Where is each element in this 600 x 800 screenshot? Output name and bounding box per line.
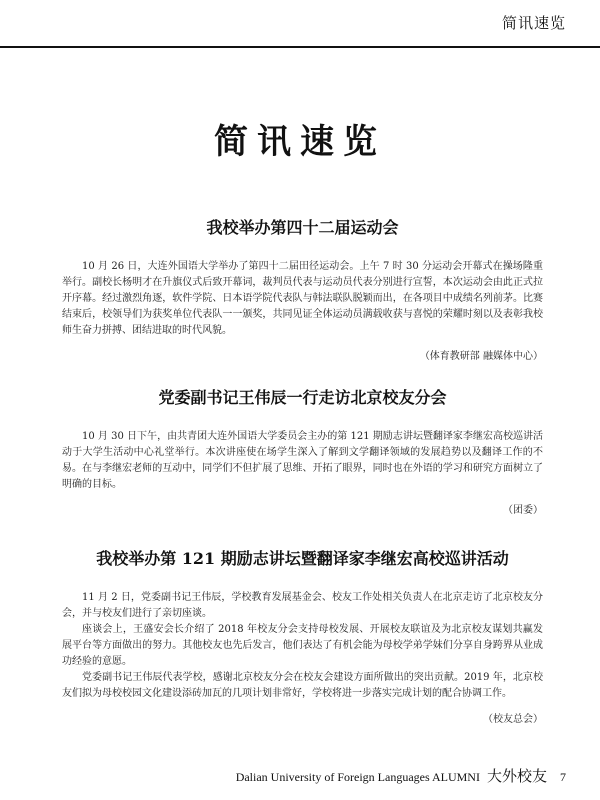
section-header-label: 简讯速览 [501, 14, 566, 32]
article-paragraph: 10 月 26 日，大连外国语大学举办了第四十二届田径运动会。上午 7 时 30 分运动会开幕式在操场隆重举行。副校长杨明才在升旗仪式后致开幕词，裁判员代表与运动员代表分别进行宣誓，本次运动会由此正式拉开序幕。经过激烈角逐，软件学院、日本语学院代表队与韩法联队脱颖而出，在各项目中成绩名列前茅。比赛结束后，校领导们为获奖单位代表队一一颁奖，共同见证全体运动员满载收获与喜悦的荣耀时刻以及表彰我校师生奋力拼搏、团结进取的时代风貌。 [62, 261, 543, 336]
footer-english-title: Dalian University of Foreign Languages ALUMNI [235, 770, 480, 784]
article-source: （团委） [503, 505, 543, 516]
article-title: 党委副书记王伟辰一行走访北京校友分会 [158, 388, 447, 407]
article-source: （校友总会） [483, 714, 543, 725]
article-lecture-forum [62, 546, 543, 728]
article-paragraph: 党委副书记王伟辰代表学校，感谢北京校友分会在校友会建设方面所做出的突出贡献。2019 年，北京校友们拟为母校校园文化建设添砖加瓦的几项计划非常好，学校将进一步落实完成计划的配合协调工作。 [62, 672, 543, 699]
article-title: 我校举办第四十二届运动会 [206, 218, 399, 237]
page-number: 7 [560, 770, 566, 784]
page-title: 简讯速览 [214, 122, 386, 162]
article-title: 我校举办第 121 期励志讲坛暨翻译家李继宏高校巡讲活动 [96, 549, 509, 568]
article-paragraph: 座谈会上，王盛安会长介绍了 2018 年校友分会支持母校发展、开展校友联谊及为北京校友谋划共赢发展平台等方面做出的努力。其他校友也先后发言，他们表达了有机会能为母校学弟学妹们分享自身跨界从业成功经验的意愿。 [62, 624, 543, 667]
article-alumni-visit [62, 385, 543, 519]
article-paragraph: 11 月 2 日，党委副书记王伟辰，学校教育发展基金会、校友工作处相关负责人在北京走访了北京校友分会，并与校友们进行了亲切座谈。 [62, 592, 543, 619]
article-sports-meeting [62, 215, 543, 365]
page-footer [0, 765, 566, 786]
footer-publication-name: 大外校友 [486, 769, 547, 785]
header-divider [0, 46, 600, 48]
article-paragraph: 10 月 30 日下午，由共青团大连外国语大学委员会主办的第 121 期励志讲坛暨翻译家李继宏高校巡讲活动于大学生活动中心礼堂举行。本次讲座使在场学生深入了解到文学翻译领域的发展趋势以及翻译工作的不易。在与李继宏老师的互动中，同学们不但扩展了思维、开拓了眼界，同时也在外语的学习和研究方面树立了明确的目标。 [62, 431, 543, 490]
article-source: （体育教研部 融媒体中心） [419, 351, 543, 362]
